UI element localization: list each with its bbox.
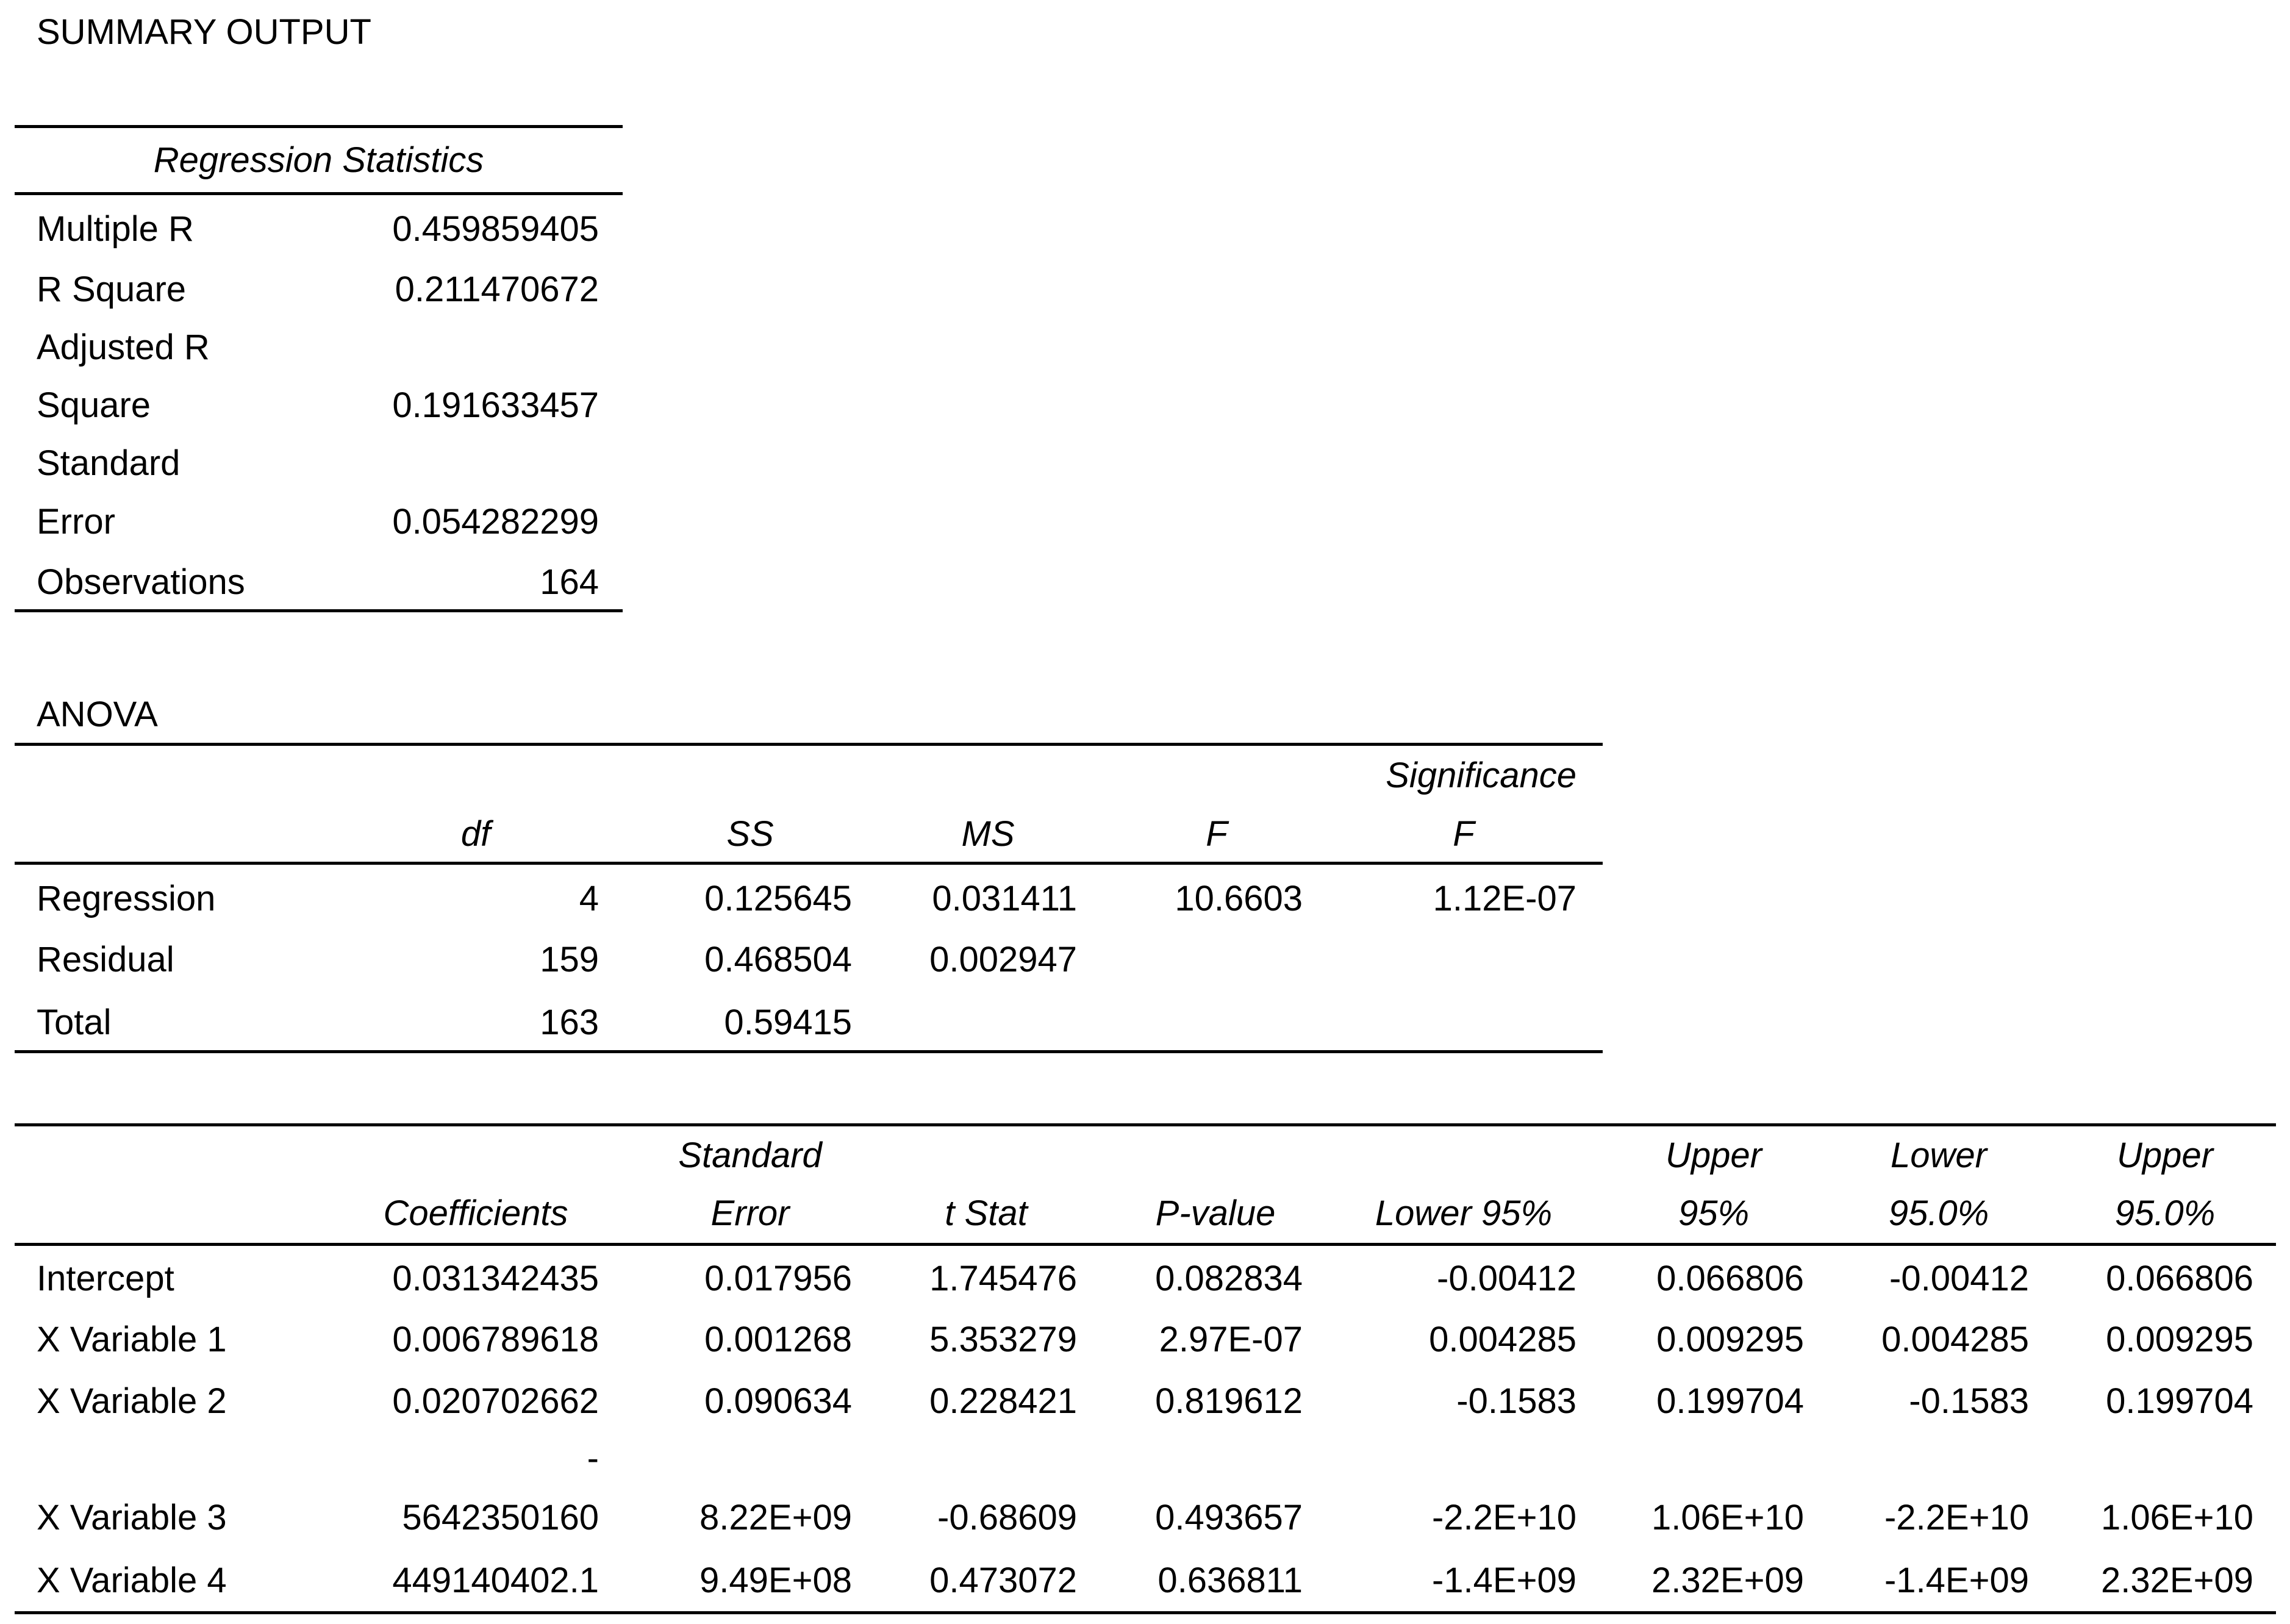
header-t-stat: t Stat xyxy=(945,1193,1028,1233)
upper950-value: 2.32E+09 xyxy=(2101,1561,2253,1600)
upper95-value: 0.009295 xyxy=(1656,1320,1804,1359)
row-label: Adjusted R xyxy=(37,327,210,367)
upper950-value: 0.009295 xyxy=(2106,1320,2253,1359)
standard-error-value: 0.001268 xyxy=(704,1320,852,1359)
lower950-value: -0.00412 xyxy=(1889,1259,2029,1298)
table-border-bottom xyxy=(15,1611,2276,1614)
t-stat-value: -0.68609 xyxy=(937,1498,1077,1537)
row-label: Multiple R xyxy=(37,209,194,249)
coefficient-value: 5642350160 xyxy=(402,1498,599,1537)
upper950-value: 0.066806 xyxy=(2106,1259,2253,1298)
p-value: 2.97E-07 xyxy=(1159,1320,1303,1359)
row-value: 164 xyxy=(540,562,599,602)
upper95-value: 2.32E+09 xyxy=(1651,1561,1804,1600)
header-f: F xyxy=(1206,814,1228,854)
header-ms: MS xyxy=(961,814,1015,854)
coefficient-value: 0.006789618 xyxy=(392,1320,599,1359)
lower950-value: -0.1583 xyxy=(1909,1381,2029,1421)
header-significance-f-line1: Significance xyxy=(1386,756,1576,795)
row-label: Standard xyxy=(37,443,181,483)
lower95-value: -1.4E+09 xyxy=(1431,1561,1576,1600)
header-lower950-line1: Lower xyxy=(1891,1136,1987,1175)
header-ss: SS xyxy=(726,814,774,854)
lower95-value: -2.2E+10 xyxy=(1431,1498,1576,1537)
anova-title: ANOVA xyxy=(37,695,158,734)
coefficient-value: 0.031342435 xyxy=(392,1259,599,1298)
row-label: Total xyxy=(37,1003,112,1042)
t-stat-value: 1.745476 xyxy=(929,1259,1077,1298)
f-value: 10.6603 xyxy=(1175,879,1303,918)
lower95-value: -0.1583 xyxy=(1456,1381,1576,1421)
df-value: 4 xyxy=(579,879,599,918)
row-label: X Variable 2 xyxy=(37,1381,227,1421)
upper95-value: 1.06E+10 xyxy=(1651,1498,1804,1537)
header-border xyxy=(15,862,1603,865)
row-value: 0.191633457 xyxy=(392,385,599,425)
row-value: 0.211470672 xyxy=(395,270,599,309)
coefficient-value: 449140402.1 xyxy=(392,1561,599,1600)
standard-error-value: 0.017956 xyxy=(704,1259,852,1298)
row-label: Error xyxy=(37,502,115,542)
upper95-value: 0.199704 xyxy=(1656,1381,1804,1421)
row-label: Observations xyxy=(37,562,245,602)
p-value: 0.493657 xyxy=(1155,1498,1303,1537)
ss-value: 0.59415 xyxy=(724,1003,852,1042)
header-upper950-line2: 95.0% xyxy=(2114,1193,2216,1233)
lower95-value: -0.00412 xyxy=(1437,1259,1576,1298)
ms-value: 0.002947 xyxy=(929,940,1077,979)
upper950-value: 1.06E+10 xyxy=(2101,1498,2253,1537)
row-label: Intercept xyxy=(37,1259,174,1298)
header-upper95-line2: 95% xyxy=(1678,1193,1750,1233)
header-coefficients: Coefficients xyxy=(383,1193,568,1233)
row-label: X Variable 3 xyxy=(37,1498,227,1537)
ss-value: 0.468504 xyxy=(704,940,852,979)
p-value: 0.082834 xyxy=(1155,1259,1303,1298)
table-border-top xyxy=(15,125,623,128)
row-label: X Variable 4 xyxy=(37,1561,227,1600)
table-border-top xyxy=(15,1123,2276,1126)
header-lower950-line2: 95.0% xyxy=(1888,1193,1989,1233)
upper95-value: 0.066806 xyxy=(1656,1259,1804,1298)
standard-error-value: 9.49E+08 xyxy=(700,1561,852,1600)
header-df: df xyxy=(460,814,491,854)
lower950-value: 0.004285 xyxy=(1881,1320,2029,1359)
ms-value: 0.031411 xyxy=(932,879,1077,918)
lower950-value: -1.4E+09 xyxy=(1884,1561,2029,1600)
t-stat-value: 5.353279 xyxy=(929,1320,1077,1359)
header-lower95: Lower 95% xyxy=(1375,1193,1553,1233)
t-stat-value: 0.473072 xyxy=(929,1561,1077,1600)
p-value: 0.819612 xyxy=(1155,1381,1303,1421)
row-label: Residual xyxy=(37,940,174,979)
standard-error-value: 0.090634 xyxy=(704,1381,852,1421)
df-value: 159 xyxy=(540,940,599,979)
header-standard-error-line2: Error xyxy=(710,1193,790,1233)
header-border xyxy=(15,1243,2276,1246)
row-label: X Variable 1 xyxy=(37,1320,227,1359)
regression-statistics-header: Regression Statistics xyxy=(153,140,484,180)
header-upper95-line1: Upper xyxy=(1666,1136,1762,1175)
upper950-value: 0.199704 xyxy=(2106,1381,2253,1421)
row-label: Regression xyxy=(37,879,216,918)
coefficient-value: 0.020702662 xyxy=(392,1381,599,1421)
header-significance-f-line2: F xyxy=(1453,814,1475,854)
ss-value: 0.125645 xyxy=(704,879,852,918)
t-stat-value: 0.228421 xyxy=(929,1381,1077,1421)
header-border xyxy=(15,192,623,195)
table-border-bottom xyxy=(15,609,623,612)
standard-error-value: 8.22E+09 xyxy=(700,1498,852,1537)
p-value: 0.636811 xyxy=(1158,1561,1303,1600)
header-standard-error-line1: Standard xyxy=(678,1136,822,1175)
coefficient-sign: - xyxy=(587,1439,599,1478)
df-value: 163 xyxy=(540,1003,599,1042)
header-p-value: P-value xyxy=(1155,1193,1276,1233)
significance-f-value: 1.12E-07 xyxy=(1433,879,1576,918)
row-value: 0.459859405 xyxy=(392,209,599,249)
table-border-bottom xyxy=(15,1050,1603,1053)
row-value: 0.054282299 xyxy=(392,502,599,542)
table-border-top xyxy=(15,743,1603,746)
summary-title: SUMMARY OUTPUT xyxy=(37,12,371,52)
row-label: Square xyxy=(37,385,151,425)
lower95-value: 0.004285 xyxy=(1429,1320,1576,1359)
lower950-value: -2.2E+10 xyxy=(1884,1498,2029,1537)
header-upper950-line1: Upper xyxy=(2117,1136,2213,1175)
row-label: R Square xyxy=(37,270,187,309)
